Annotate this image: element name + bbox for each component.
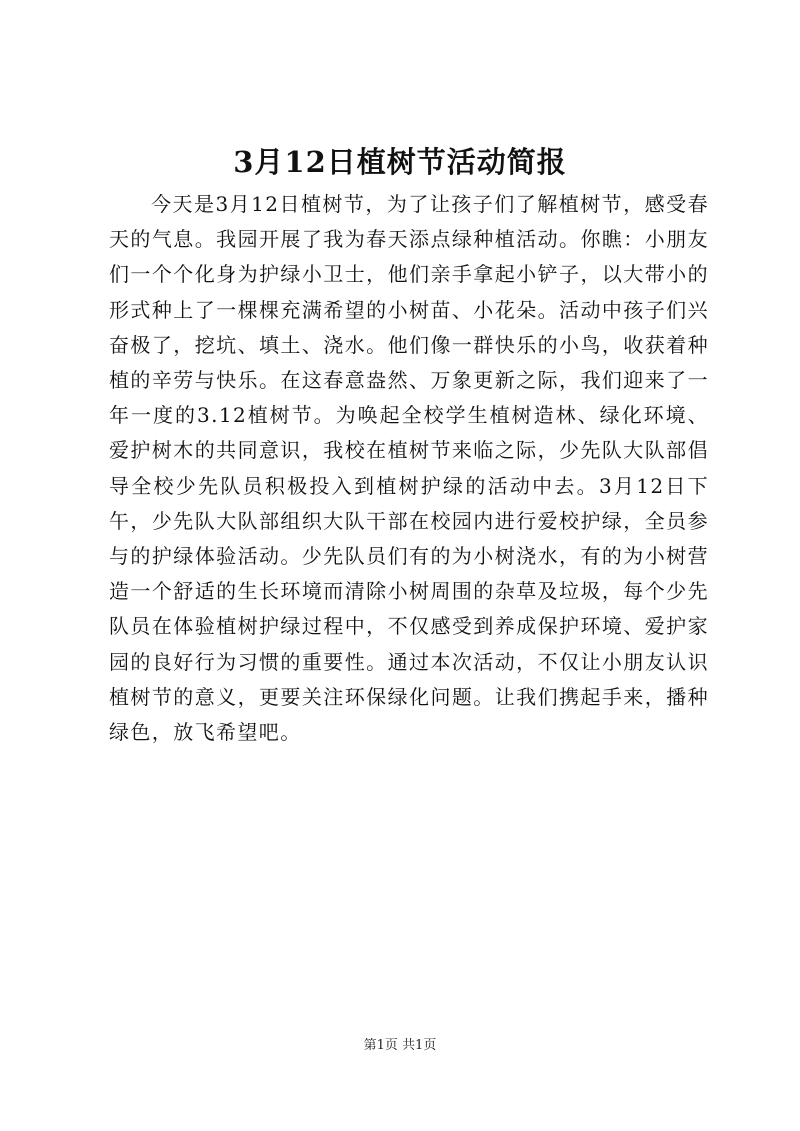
page-footer: 第1页 共1页	[363, 1038, 437, 1053]
document-body-paragraph: 今天是3月12日植树节，为了让孩子们了解植树节，感受春天的气息。我园开展了我为春天添点绿种植活动。你瞧：小朋友们一个个化身为护绿小卫士，他们亲手拿起小铲子，以大带小的形式种上了一棵棵充满希望的小树苗、小花朵。活动中孩子们兴奋极了，挖坑、填土、浇水。他们像一群快乐的小鸟，收获着种植的辛劳与快乐。在这春意盎然、万象更新之际，我们迎来了一年一度的3.12植树节。为唤起全校学生植树造林、绿化环境、爱护树木的共同意识，我校在植树节来临之际，少先队大队部倡导全校少先队员积极投入到植树护绿的活动中去。3月12日下午，少先队大队部组织大队干部在校园内进行爱校护绿，全员参与的护绿体验活动。少先队员们有的为小树浇水，有的为小树营造一个舒适的生长环境而清除小树周围的杂草及垃圾，每个少先队员在体验植树护绿过程中，不仅感受到养成保护环境、爱护家园的良好行为习惯的重要性。通过本次活动，不仅让小朋友认识植树节的意义，更要关注环保绿化问题。让我们携起手来，播种绿色，放飞希望吧。	[109, 192, 709, 745]
document-title: 3月12日植树节活动简报	[233, 145, 567, 179]
